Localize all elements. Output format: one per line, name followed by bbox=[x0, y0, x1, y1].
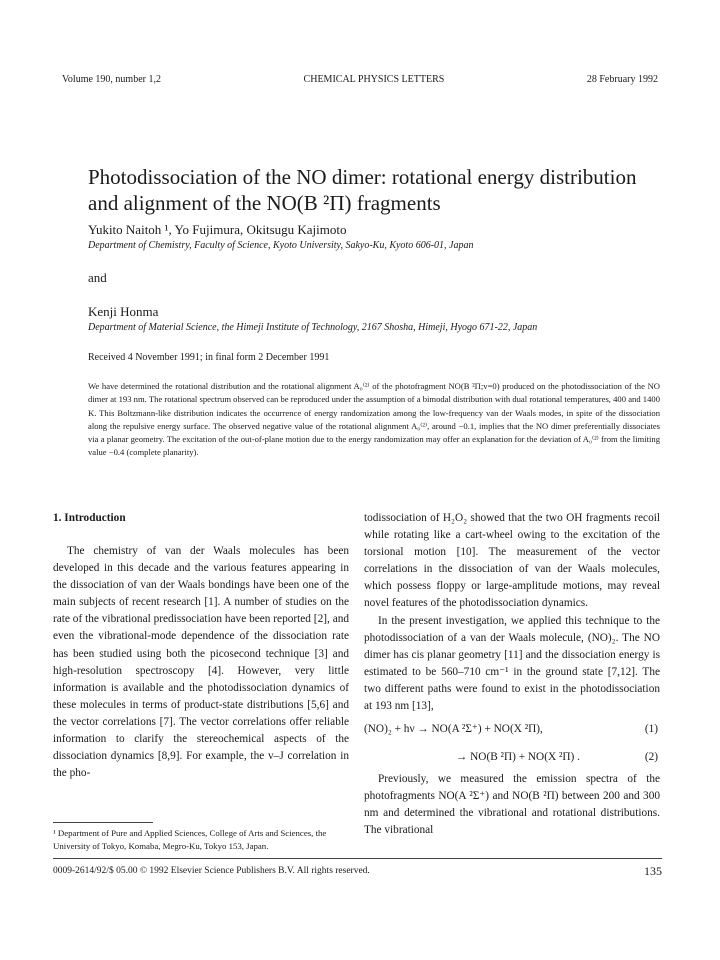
equation-2-expression: → NO(B ²Π) + NO(X ²Π) . bbox=[456, 750, 580, 763]
footnote: ¹ Department of Pure and Applied Sciences, College of Arts and Sciences, the University of Tokyo, Komaba, Megro-Ku, Tokyo 153, Japan. bbox=[53, 828, 327, 851]
body-paragraph-2: In the present investigation, we applied this technique to the photodissociation of a van der Waals molecule, (NO)₂. The NO dimer has cis planar geometry [11] and the dissociation energy is estimated to be 560–710 cm⁻¹ in the ground state [7,12]. The two different paths were found to exist in the photodissociation at 193 nm [13], bbox=[364, 614, 660, 713]
running-header bbox=[62, 72, 658, 86]
right-column bbox=[364, 510, 660, 840]
page-number: 135 bbox=[644, 863, 662, 878]
article-title: Photodissociation of the NO dimer: rotational energy distribution and alignment of the NO(B ²Π) fragments bbox=[88, 165, 637, 215]
equation-1-number: (1) bbox=[644, 722, 658, 735]
and-separator: and bbox=[88, 270, 107, 285]
footnote-divider bbox=[53, 822, 153, 823]
equation-2 bbox=[364, 743, 660, 771]
intro-paragraph: The chemistry of van der Waals molecules has been developed in this decade and the various features appearing in the dissociation of van der Waals bondings have been one of the main subjects of recent research [1]. A number of studies on the rate of the vibrational predissociation have been reported [2], and even the vibrational-mode dependence of the dissociation rate has been studied using both the picosecond technique [3] and high-resolution spectroscopy [4]. However, very little information is available and the photodissociation dynamics of these molecules in terms of product-state distributions [5,6] and the vector correlations [7]. The vector correlations offer reliable information to clarify the stereochemical aspects of the dissociation dynamics [8,9]. For example, the v–J correlation in the pho- bbox=[53, 545, 349, 780]
received-dates: Received 4 November 1991; in final form 2 December 1991 bbox=[88, 352, 330, 363]
affiliation-2: Department of Material Science, the Himeji Institute of Technology, 2167 Shosha, Himeji, Hyogo 671-22, Japan bbox=[88, 322, 538, 333]
footer-divider bbox=[53, 858, 662, 859]
issue-date: 28 February 1992 bbox=[586, 73, 658, 85]
equation-2-number: (2) bbox=[644, 750, 658, 763]
body-paragraph-1: todissociation of H₂O₂ showed that the two OH fragments recoil while rotating like a cart-wheel owing to the excitation of the torsional motion [10]. The measurement of the vector correlations in the dissociation of van der Waals molecules, which possess floppy or large-amplitude motions, may reveal novel features of the photodissociation dynamics. bbox=[364, 512, 660, 610]
equation-1 bbox=[364, 715, 660, 743]
equation-1-expression: (NO)₂ + hν → NO(A ²Σ⁺) + NO(X ²Π), bbox=[364, 722, 543, 735]
author-list-2: Kenji Honma bbox=[88, 304, 159, 319]
section-heading: 1. Introduction bbox=[53, 512, 126, 524]
copyright-line: 0009-2614/92/$ 05.00 © 1992 Elsevier Science Publishers B.V. All rights reserved. bbox=[53, 866, 370, 876]
author-list-1: Yukito Naitoh ¹, Yo Fujimura, Okitsugu Kajimoto bbox=[88, 222, 347, 237]
left-column bbox=[53, 510, 349, 782]
affiliation-1: Department of Chemistry, Faculty of Science, Kyoto University, Sakyo-Ku, Kyoto 606-01, Japan bbox=[88, 240, 474, 251]
abstract: We have determined the rotational distribution and the rotational alignment A₀⁽²⁾ of the photofragment NO(B ²Π;v=0) produced on the photodissociation of the NO dimer at 193 nm. The rotational spectrum observed can be reproduced under the assumption of a bimodal distribution with dual rotational temperatures, 400 and 1400 K. This Boltzmann-like distribution indicates the occurrence of energy randomization among the low-frequency van der Waals modes, in spite of the dissociation along the repulsive energy surface. The observed negative value of the rotational alignment A₀⁽²⁾, around −0.1, implies that the NO dimer preferentially dissociates via a planar geometry. The excitation of the out-of-plane motion due to the energy randomization may offer an explanation for the deviation of A₀⁽²⁾ from the limiting value −0.4 (complete planarity). bbox=[88, 381, 660, 458]
page-footer bbox=[53, 864, 662, 878]
journal-name: CHEMICAL PHYSICS LETTERS bbox=[303, 73, 445, 85]
body-paragraph-3: Previously, we measured the emission spectra of the photofragments NO(A ²Σ⁺) and NO(B ²Π) between 200 and 300 nm and determined the vibrational and rotational distributions. The vibrational bbox=[364, 773, 660, 837]
section-spacer bbox=[53, 527, 349, 543]
volume-info: Volume 190, number 1,2 bbox=[62, 73, 161, 85]
